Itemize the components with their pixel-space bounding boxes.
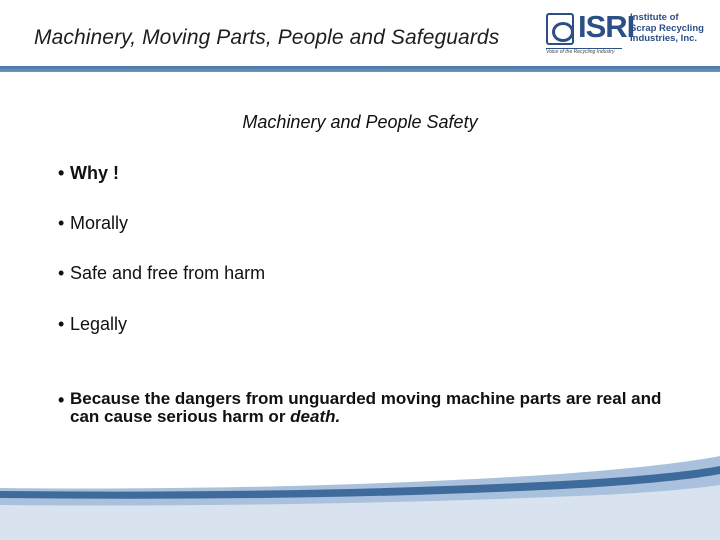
logo-name-line: Industries, Inc.	[630, 33, 698, 44]
bullet-marker: •	[58, 263, 65, 283]
bullet-text	[70, 390, 670, 426]
logo-tagline: Voice of the Recycling Industry	[546, 49, 615, 55]
slide-header-title: Machinery, Moving Parts, People and Safeguards	[34, 26, 500, 49]
isri-logo	[546, 9, 711, 56]
logo-name-line: Institute of	[630, 12, 679, 23]
bullet-text-main: Because the dangers from unguarded moving machine parts are real and can cause serious harm or	[70, 389, 662, 426]
bullet-marker: •	[58, 213, 65, 233]
logo-letters: ISRI	[578, 9, 635, 44]
bullet-text: Morally	[70, 213, 129, 233]
bullet-text: Legally	[70, 314, 128, 334]
bullet-text-emphasis: death.	[290, 407, 341, 426]
bullet-marker: •	[58, 390, 65, 410]
bullet-marker: •	[58, 163, 65, 183]
header-divider-band	[0, 66, 720, 72]
slide-title: Machinery and People Safety	[242, 112, 478, 132]
logo-name-line: Scrap Recycling	[630, 22, 704, 34]
bullet-text: Why !	[70, 163, 119, 183]
logo-organization-name	[630, 13, 704, 45]
isri-emblem-icon	[546, 13, 574, 45]
bullet-text: Safe and free from harm	[70, 263, 266, 283]
bullet-marker: •	[58, 314, 65, 334]
footer-wave-graphic	[0, 450, 720, 540]
